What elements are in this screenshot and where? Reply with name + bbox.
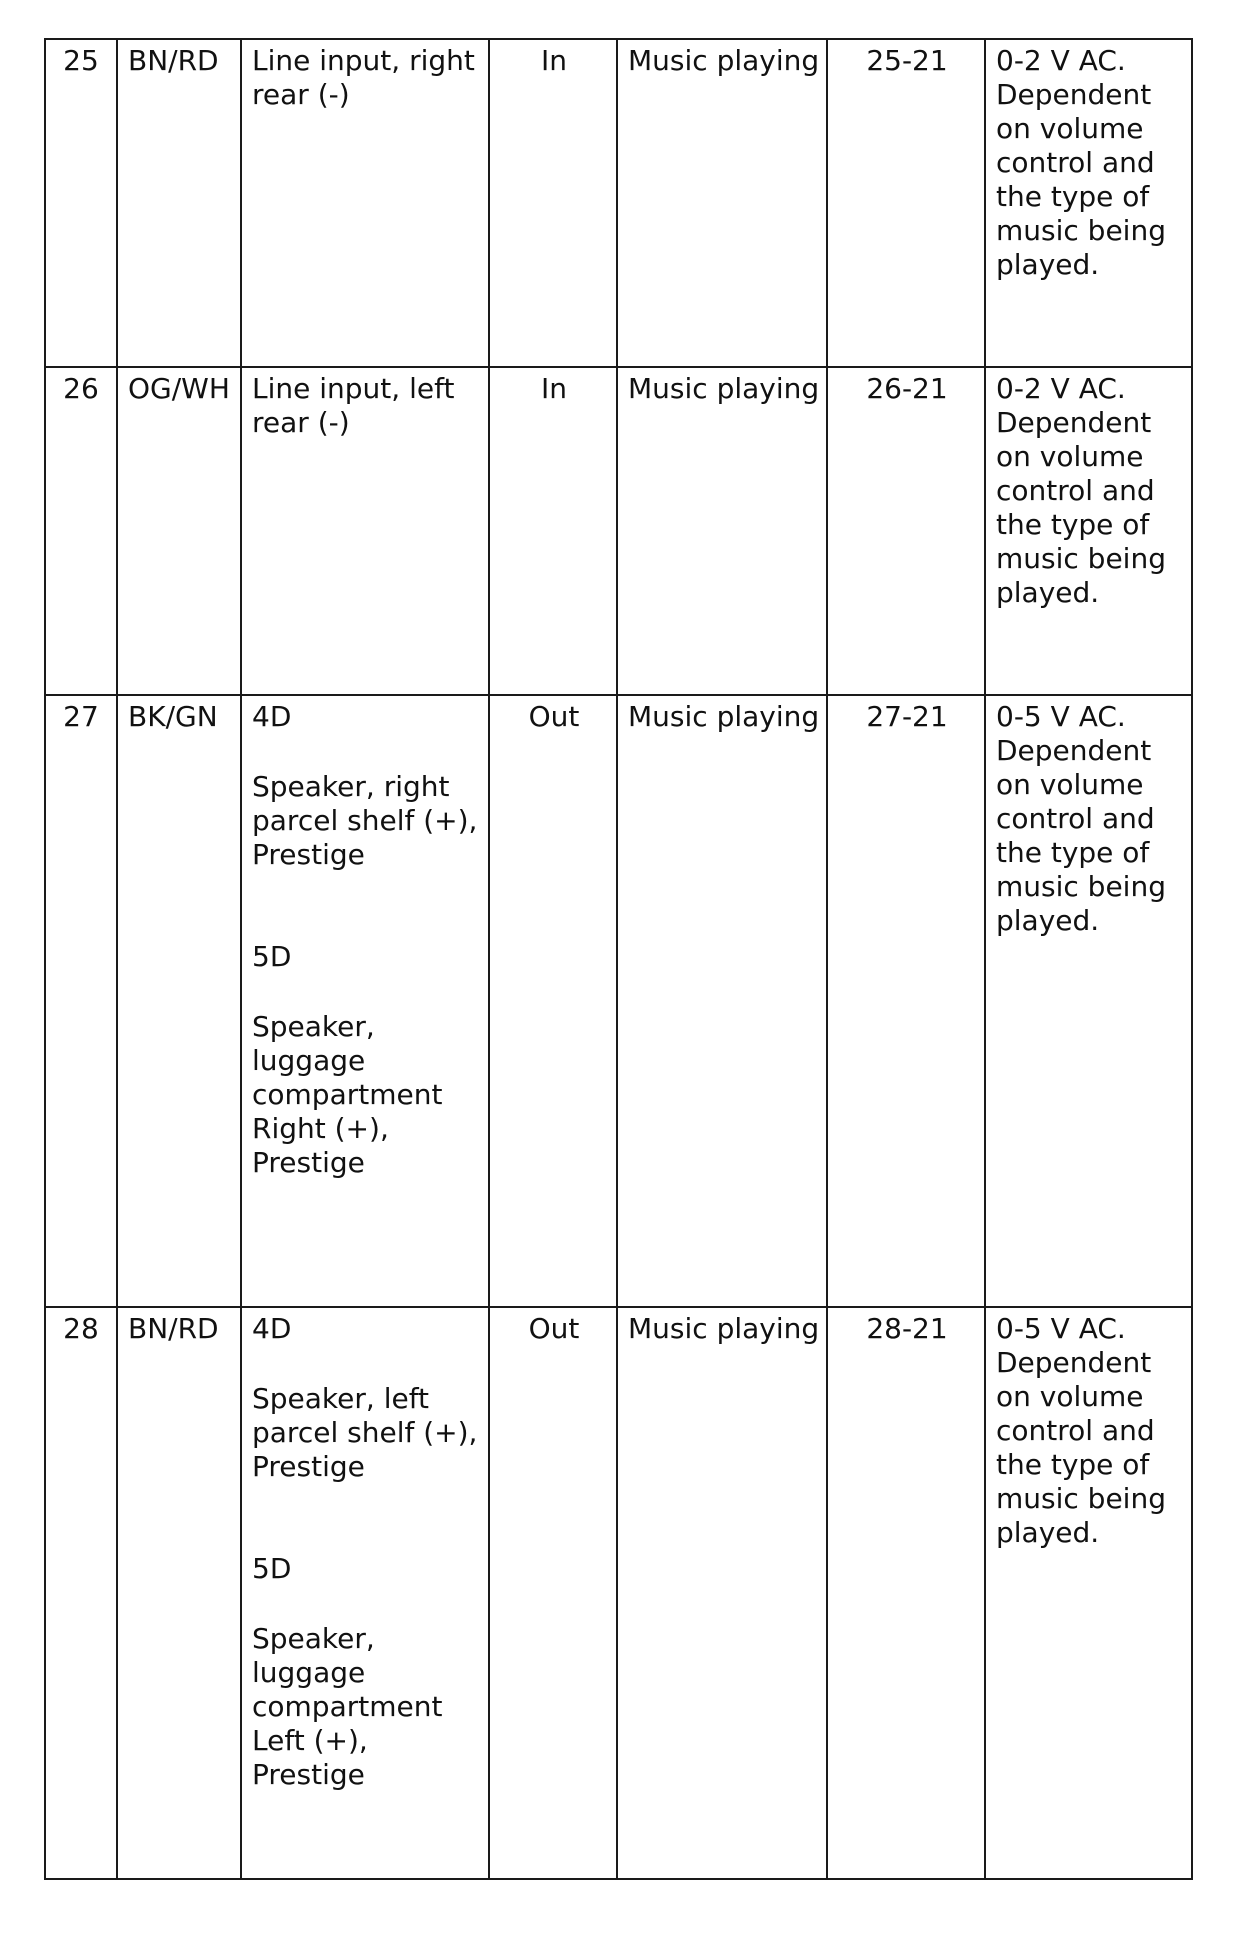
- direction-cell: In: [489, 39, 617, 367]
- measure-cell: 28-21: [827, 1307, 985, 1879]
- value-cell: 0-5 V AC. Dependent on volume control and the type of music being played.: [985, 1307, 1192, 1879]
- condition-cell: Music playing: [617, 1307, 827, 1879]
- condition-cell: Music playing: [617, 39, 827, 367]
- wire-color-cell: OG/WH: [117, 367, 241, 695]
- function-cell: [241, 367, 489, 695]
- measure-cell: 26-21: [827, 367, 985, 695]
- value-cell: 0-2 V AC. Dependent on volume control and the type of music being played.: [985, 39, 1192, 367]
- variant-label: 5D: [252, 1552, 292, 1585]
- variant-label: 5D: [252, 940, 292, 973]
- table-row: [45, 1307, 1192, 1879]
- function-text: Line input, right rear (-): [252, 44, 475, 111]
- function-cell: [241, 1307, 489, 1879]
- pin-cell: 27: [45, 695, 117, 1307]
- pin-table: [44, 38, 1193, 1880]
- table-row: [45, 695, 1192, 1307]
- function-cell: [241, 695, 489, 1307]
- function-text: Speaker, luggage compartment Left (+), Prestige: [252, 1622, 443, 1791]
- table-row: [45, 367, 1192, 695]
- pin-cell: 26: [45, 367, 117, 695]
- direction-cell: Out: [489, 695, 617, 1307]
- function-text: Speaker, luggage compartment Right (+), Prestige: [252, 1010, 443, 1179]
- table-row: [45, 39, 1192, 367]
- variant-label: 4D: [252, 700, 292, 733]
- measure-cell: 27-21: [827, 695, 985, 1307]
- condition-cell: Music playing: [617, 695, 827, 1307]
- function-text: Speaker, left parcel shelf (+), Prestige: [252, 1382, 478, 1483]
- function-text: Speaker, right parcel shelf (+), Prestige: [252, 770, 478, 871]
- direction-cell: In: [489, 367, 617, 695]
- value-cell: 0-5 V AC. Dependent on volume control and the type of music being played.: [985, 695, 1192, 1307]
- wire-color-cell: BN/RD: [117, 1307, 241, 1879]
- direction-cell: Out: [489, 1307, 617, 1879]
- function-text: Line input, left rear (-): [252, 372, 455, 439]
- variant-label: 4D: [252, 1312, 292, 1345]
- value-cell: 0-2 V AC. Dependent on volume control and the type of music being played.: [985, 367, 1192, 695]
- wire-color-cell: BN/RD: [117, 39, 241, 367]
- function-cell: [241, 39, 489, 367]
- condition-cell: Music playing: [617, 367, 827, 695]
- measure-cell: 25-21: [827, 39, 985, 367]
- pin-cell: 28: [45, 1307, 117, 1879]
- wire-color-cell: BK/GN: [117, 695, 241, 1307]
- pin-cell: 25: [45, 39, 117, 367]
